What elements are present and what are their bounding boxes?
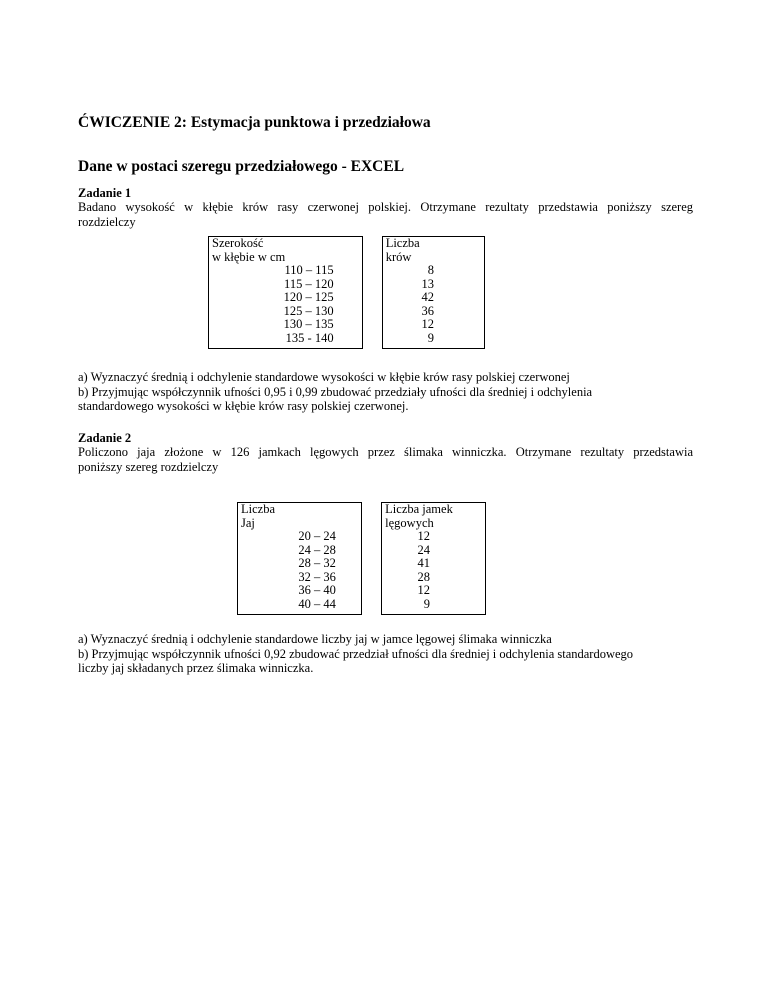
task1-question-b-line2: standardowego wysokości w kłębie krów rasy polskiej czerwonej.	[78, 399, 409, 414]
task1-interval-5: 130 – 135	[283, 317, 334, 331]
task2-table	[237, 502, 486, 615]
task1-intro-line1: Badano wysokość w kłębie krów rasy czerwonej polskiej. Otrzymane rezultaty przedstawia poniższy szereg	[78, 200, 693, 214]
task1-interval-2: 115 – 120	[284, 276, 334, 291]
task2-interval-4: 32 – 36	[298, 569, 336, 584]
task2-heading: Zadanie 2	[78, 431, 132, 445]
task2-intro	[78, 445, 693, 474]
task2-col2-header-line1: Liczba jamek	[385, 502, 453, 516]
task2-interval-3: 28 – 32	[298, 556, 336, 570]
task1-count-3: 42	[421, 290, 434, 304]
task1-count-1: 8	[427, 263, 434, 277]
task2-count-1: 12	[417, 529, 430, 543]
task2-count-5: 12	[417, 583, 430, 597]
task2-interval-6: 40 – 44	[298, 596, 336, 611]
task1-count-2: 13	[421, 276, 434, 291]
task1-col2-header-line2: krów	[385, 249, 412, 264]
table-row	[238, 503, 486, 615]
task1-question-b-line1: b) Przyjmując współczynnik ufności 0,95 i 0,99 zbudować przedziały ufności dla średniej i odchylenia	[78, 384, 593, 399]
task2-table-gap	[361, 503, 381, 615]
task1-col-counts	[382, 237, 484, 349]
task2-count-3: 41	[417, 556, 430, 570]
task1-table	[208, 236, 485, 349]
task1-col-intervals	[209, 237, 363, 349]
task2-count-2: 24	[417, 542, 430, 557]
task1-count-5: 12	[421, 317, 434, 331]
table-row	[209, 237, 485, 349]
task2-interval-5: 36 – 40	[298, 583, 336, 597]
task2-col2-header-line2: lęgowych	[385, 515, 434, 530]
task1-intro	[78, 200, 693, 229]
task1-col1-header-line1: Szerokość	[212, 236, 264, 250]
task2-col1-header-line2: Jaj	[241, 515, 255, 530]
document-title: ĆWICZENIE 2: Estymacja punktowa i przedziałowa	[78, 114, 431, 131]
section-heading: Dane w postaci szeregu przedziałowego - EXCEL	[78, 158, 405, 175]
task1-count-6: 9	[427, 330, 434, 345]
task2-questions	[78, 632, 693, 676]
task1-col2-header-line1: Liczba	[385, 236, 420, 250]
task2-count-6: 9	[423, 596, 430, 611]
task1-count-4: 36	[421, 303, 434, 318]
task2-question-b-line2: liczby jaj składanych przez ślimaka winniczka.	[78, 661, 314, 676]
task1-interval-3: 120 – 125	[283, 290, 334, 304]
task2-intro-line1: Policzono jaja złożone w 126 jamkach lęgowych przez ślimaka winniczka. Otrzymane rezultaty przedstawia	[78, 445, 693, 459]
task2-interval-1: 20 – 24	[298, 529, 336, 543]
task1-col1-header-line2: w kłębie w cm	[212, 249, 286, 264]
task2-count-4: 28	[417, 569, 430, 584]
task1-table-gap	[362, 237, 382, 349]
task1-interval-1: 110 – 115	[284, 263, 334, 277]
task1-heading: Zadanie 1	[78, 186, 132, 200]
task1-interval-6: 135 - 140	[285, 330, 334, 345]
task2-interval-2: 24 – 28	[298, 542, 336, 557]
task1-interval-4: 125 – 130	[283, 303, 334, 318]
task2-question-b-line1: b) Przyjmując współczynnik ufności 0,92 zbudować przedział ufności dla średniej i odchylenia standardowego	[78, 646, 634, 661]
task2-col-intervals	[238, 503, 362, 615]
task2-col-counts	[382, 503, 486, 615]
task2-intro-line2: poniższy szereg rozdzielczy	[78, 459, 219, 474]
task2-question-a: a) Wyznaczyć średnią i odchylenie standardowe liczby jaj w jamce lęgowej ślimaka winniczka	[78, 632, 552, 646]
task1-questions	[78, 370, 693, 414]
task1-question-a: a) Wyznaczyć średnią i odchylenie standardowe wysokości w kłębie krów rasy polskiej czerwonej	[78, 370, 570, 384]
task1-intro-line2: rozdzielczy	[78, 214, 136, 229]
task2-col1-header-line1: Liczba	[241, 502, 276, 516]
